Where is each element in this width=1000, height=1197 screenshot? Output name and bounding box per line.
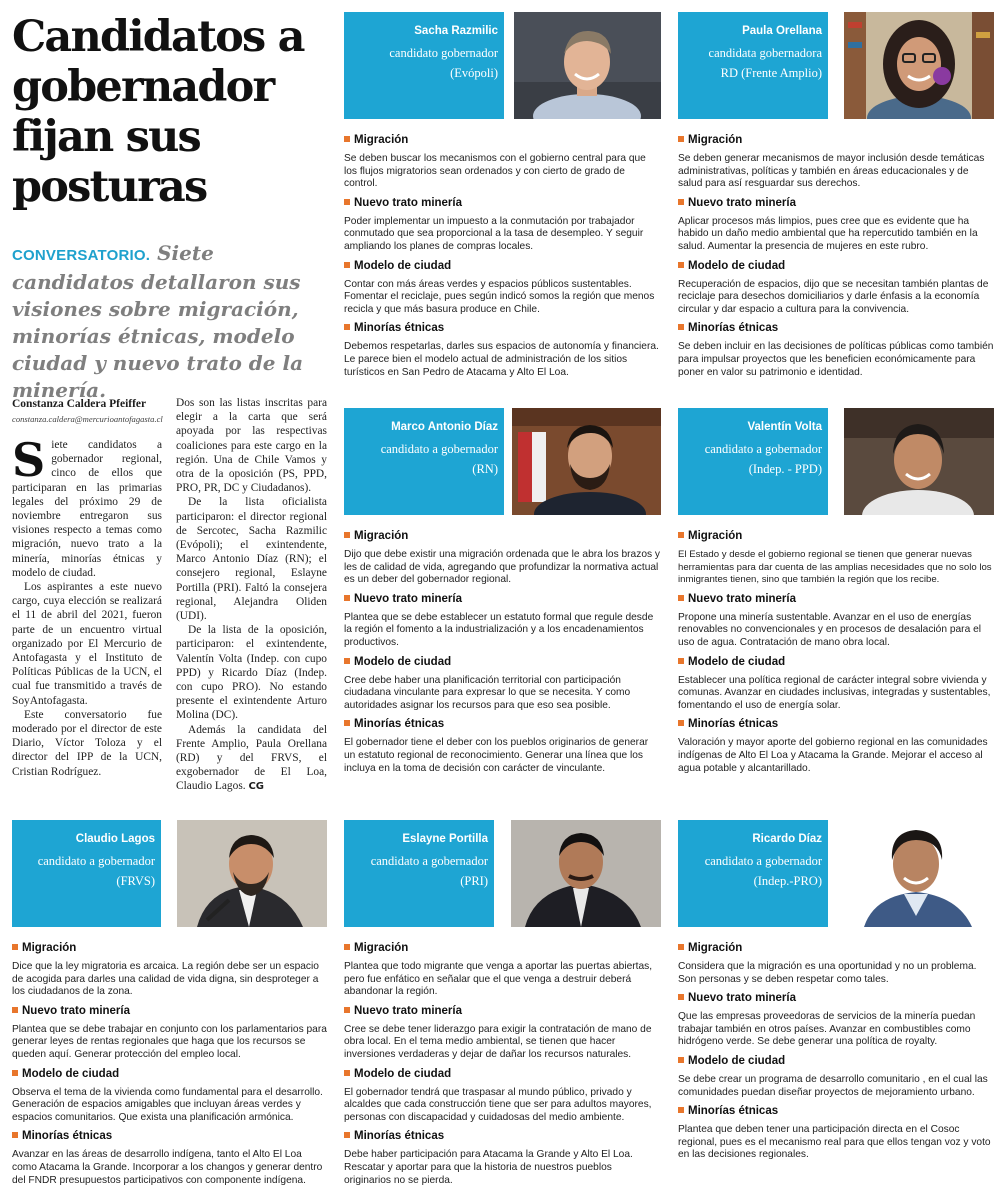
candidate-photo (844, 12, 994, 119)
candidate-header (12, 820, 161, 927)
body-column-1 (12, 433, 162, 779)
byline: Constanza Caldera Pfeiffer (12, 398, 147, 410)
section-text: Plantea que se debe establecer un estatuto formal que regule desde la región el fomento a la industrialización y a los encadenamientos productivos. (344, 611, 654, 648)
section-heading: Nuevo trato minería (344, 592, 661, 606)
section-text: Propone una minería sustentable. Avanzar en el uso de energías renovables no convencionales y en procesos de desalación para el uso de agua. Contratación de mano obra local. (678, 611, 981, 648)
section-text: Debemos respetarlas, darles sus espacios de autonomía y financiera. Le parece bien el modelo actual de administración de los sitios turísticos en San Pedro de Atacama y Alto El Loa. (344, 341, 659, 378)
bullet-icon (344, 532, 350, 538)
candidate-photo (844, 408, 994, 515)
candidate-party: (Evópoli) (450, 66, 498, 80)
bullet-icon (678, 994, 684, 1000)
bullet-icon (678, 262, 684, 268)
section-text: Poder implementar un impuesto a la conmutación por trabajador conmutado que sea proporcional a la tasa de desempleo. Y seguir ampliando los planes de compras locales. (344, 215, 644, 252)
bullet-icon (344, 136, 350, 142)
body-column-2 (176, 396, 327, 795)
body-paragraph: Siete candidatos a gobernador regional, cinco de ellos que participaran en las primarias legales del próximo 29 de noviembre entregaron sus visiones respecto a temas como migración, nuevo trato a la minería, minorías étnicas y modelo de ciudad. (12, 433, 162, 579)
bullet-icon (344, 944, 350, 950)
bullet-icon (12, 1132, 18, 1138)
bullet-icon (12, 1007, 18, 1013)
section-text: Aplicar procesos más limpios, pues cree que es evidente que ha habido un daño medio ambiental que ha repercutido también en la salud. Aumentar la presencia de mujeres en este rubro. (678, 215, 978, 252)
section-heading: Minorías étnicas (678, 1104, 995, 1118)
bullet-icon (344, 595, 350, 601)
section-heading: Migración (678, 941, 995, 955)
section-text: Considera que la migración es una oportunidad y no un problema. Son personas y se deben respetar como tales. (678, 961, 977, 985)
candidate-name: Marco Antonio Díaz (391, 421, 498, 433)
section-text: Se deben incluir en las decisiones de políticas públicas como también para impulsar proyectos que les beneficien económicamente para poner en valor su patrimonio e identidad. (678, 341, 994, 378)
section-heading: Nuevo trato minería (678, 991, 995, 1005)
candidate-party: (FRVS) (116, 874, 155, 888)
bullet-icon (678, 720, 684, 726)
kicker: CONVERSATORIO. (12, 247, 151, 264)
bullet-icon (12, 1070, 18, 1076)
section-heading: Nuevo trato minería (678, 592, 995, 606)
bullet-icon (678, 1107, 684, 1113)
candidate-party: RD (Frente Amplio) (720, 66, 822, 80)
section-text: Cree se debe tener liderazgo para exigir la contratación de mano de obra local. En el tema medio ambiental, se tienen que hacer inversiones verdaderas y dejar de dañar los recursos naturales. (344, 1023, 652, 1060)
lead-text: Siete candidatos detallaron sus visiones sobre migración, minorías étnicas, modelo ciudad y nuevo trato de la minería. (12, 241, 304, 402)
candidate-name: Claudio Lagos (75, 833, 155, 845)
bullet-icon (344, 1007, 350, 1013)
bullet-icon (678, 1057, 684, 1063)
bullet-icon (678, 658, 684, 664)
section-heading: Modelo de ciudad (344, 1067, 661, 1081)
bullet-icon (344, 1132, 350, 1138)
section-text: Plantea que deben tener una participación directa en el Cosoc regional, pues es el mecanismo real para que ellos tengan voz y voto en las decisiones regionales. (678, 1124, 991, 1161)
section-text: El Estado y desde el gobierno regional se tienen que generar nuevas herramientas para dar cuenta de las amplias necesidades que no solo los inmigrantes tienen, sino que también la región que los recibe. (678, 549, 992, 586)
candidate-header (678, 820, 828, 927)
section-text: Cree debe haber una planificación territorial con participación ciudadana vinculante para expresar lo que se necesita. Y como autoridades asignar los recursos para que eso sea posible. (344, 674, 631, 711)
section-text: El gobernador tiene el deber con los pueblos originarios de generar un estatuto regional de reconocimiento. Generar una línea que los incluya en la toma de decisión con carácter de vinculante. (344, 737, 649, 774)
section-heading: Minorías étnicas (678, 321, 995, 335)
end-mark: CG (248, 781, 265, 793)
candidate-photo (177, 820, 327, 927)
candidate-role: candidata gobernadora (708, 46, 822, 60)
section-text: Avanzar en las áreas de desarrollo indígena, tanto el Alto El Loa como Atacama la Grande. Incorporar a los changos y generar dentro del FNDR presupuestos participativos con componente indígena. (12, 1149, 323, 1186)
section-heading: Minorías étnicas (12, 1129, 329, 1143)
body-paragraph: De la lista oficialista participaron: el director regional de Sercotec, Sacha Razmilic (Evópoli); el exintendente, Marco Antonio Díaz (RN); el consejero regional, Eslayne Portilla (PRI). Faltó la consejera regional, Alejandra Oliden (UDI). (176, 496, 327, 623)
section-heading: Migración (678, 133, 995, 147)
candidate-party: (Indep.-PRO) (753, 874, 822, 888)
section-heading: Migración (678, 529, 995, 543)
bullet-icon (678, 532, 684, 538)
section-heading: Minorías étnicas (344, 321, 661, 335)
section-heading: Migración (344, 529, 661, 543)
candidate-role: candidato a gobernador (704, 854, 822, 868)
candidate-header (678, 12, 828, 119)
section-heading: Minorías étnicas (678, 717, 995, 731)
candidate-role: candidato a gobernador (370, 854, 488, 868)
bullet-icon (12, 944, 18, 950)
section-heading: Nuevo trato minería (678, 196, 995, 210)
bullet-icon (678, 324, 684, 330)
section-heading: Modelo de ciudad (678, 259, 995, 273)
section-heading: Modelo de ciudad (344, 259, 661, 273)
body-paragraph: Dos son las listas inscritas para elegir a la carta que será apoyada por las respectivas coaliciones para este cargo en la región. Una de Chile Vamos y otra de la oposición (PS, PPD, PRO, PR, DC y Ciudadanos). (176, 397, 327, 495)
candidate-photo (512, 408, 661, 515)
bullet-icon (344, 324, 350, 330)
section-text: Establecer una política regional de carácter integral sobre vivienda y comunas. Avanzar en ciudades inclusivas, integradas y sustentables, fomentando el uso de energía solar. (678, 674, 991, 711)
candidate-role: candidato a gobernador (380, 442, 498, 456)
section-heading: Migración (344, 133, 661, 147)
dropcap: S (12, 433, 46, 487)
candidate-role: candidato gobernador (389, 46, 498, 60)
body-paragraph: Además la candidata del Frente Amplio, Paula Orellana (RD) y del FRVS, el exgobernador de El Loa, Claudio Lagos. CG (176, 723, 327, 793)
section-text: Dijo que debe existir una migración ordenada que le abra los brazos y les de calidad de vida, agregando que profundizar la normativa actual es un deber del gobernador regional. (344, 549, 661, 586)
bullet-icon (344, 262, 350, 268)
candidate-photo (844, 820, 994, 927)
section-text: El gobernador tendrá que traspasar al mundo público, privado y alcaldes que cada construcción tiene que ser para adultos mayores, personas con discapacidad y cuidadosas del medio ambiente. (344, 1086, 652, 1123)
section-heading: Migración (12, 941, 329, 955)
bullet-icon (678, 595, 684, 601)
section-text: Contar con más áreas verdes y espacios públicos sustentables. Fomentar el reciclaje, pues según indicó somos la región que menos recicla y que más basura produce en Chile. (344, 278, 655, 315)
headline: Candidatos a gobernador fijan sus posturas (12, 12, 304, 212)
section-text: Debe haber participación para Atacama la Grande y Alto El Loa. Rescatar y aportar para que la historia de nuestros pueblos originarios no se pierda. (344, 1149, 633, 1186)
section-heading: Modelo de ciudad (678, 1054, 995, 1068)
candidate-header (344, 12, 504, 119)
section-text: Se deben generar mecanismos de mayor inclusión desde temáticas administrativas, políticas y también en áreas educacionales y de salud para así resguardar sus derechos. (678, 153, 985, 190)
bullet-icon (344, 199, 350, 205)
candidate-party: (PRI) (460, 874, 488, 888)
section-heading: Modelo de ciudad (344, 655, 661, 669)
lead-paragraph (12, 240, 330, 404)
candidate-name: Valentín Volta (747, 421, 822, 433)
section-heading: Minorías étnicas (344, 1129, 661, 1143)
section-text: Plantea que todo migrante que venga a aportar las puertas abiertas, pero fue enfático en señalar que el que venga a destruir deberá abandonar la región. (344, 961, 653, 998)
candidate-role: candidato a gobernador (704, 442, 822, 456)
section-heading: Migración (344, 941, 661, 955)
candidate-header (344, 408, 504, 515)
bullet-icon (678, 944, 684, 950)
section-heading: Minorías étnicas (344, 717, 661, 731)
bullet-icon (344, 1070, 350, 1076)
section-heading: Nuevo trato minería (344, 196, 661, 210)
bullet-icon (678, 199, 684, 205)
section-text: Se debe crear un programa de desarrollo comunitario , en el cual las comunidades puedan diseñar proyectos de mejoramiento urbano. (678, 1073, 988, 1098)
section-text: Se deben buscar los mecanismos con el gobierno central para que los flujos migratorios sean ordenados y con cierto de grado de control. (344, 153, 646, 190)
body-paragraph: Este conversatorio fue moderado por el director de este Diario, Víctor Toloza y el director del IPP de la UCN, Cristian Rodríguez. (12, 708, 162, 778)
body-paragraph: Los aspirantes a este nuevo cargo, cuya elección se realizará el 11 de abril del 2021, fueron parte de un encuentro virtual organizado por El Mercurio de Antofagasta y el Instituto de Políticas Públicas de la UCN, el cual fue transmitido a través de SoyAntofagasta. (12, 581, 162, 707)
candidate-name: Sacha Razmilic (414, 25, 498, 37)
bullet-icon (678, 136, 684, 142)
candidate-party: (RN) (472, 462, 498, 476)
section-text: Observa el tema de la vivienda como fundamental para el desarrollo. Generación de espacios amigables que incluyan áreas verdes y espacios comunitarios. Que exista una planificación armónica. (12, 1086, 323, 1123)
candidate-header (344, 820, 494, 927)
bullet-icon (344, 658, 350, 664)
candidate-photo (514, 12, 661, 119)
section-text: Valoración y mayor aporte del gobierno regional en las comunidades indígenas de Alto El Loa y Atacama la Grande. Mejorar el acceso al agua potable y alcantarillado. (678, 737, 988, 774)
section-heading: Nuevo trato minería (344, 1004, 661, 1018)
section-text: Recuperación de espacios, dijo que se necesitan también plantas de reciclaje para desechos domiciliarios y darle énfasis a la economía circular y dar espacio a cultura para la convivencia. (678, 278, 989, 315)
candidate-name: Eslayne Portilla (402, 833, 488, 845)
candidate-party: (Indep. - PPD) (748, 462, 822, 476)
section-heading: Modelo de ciudad (12, 1067, 329, 1081)
author-email[interactable]: constanza.caldera@mercurioantofagasta.cl (12, 414, 163, 424)
candidate-role: candidato a gobernador (37, 854, 155, 868)
section-text: Plantea que se debe trabajar en conjunto con los parlamentarios para generar leyes de rentas regionales que haga que los recursos se queden aquí. Generar protección del empleo local. (12, 1023, 327, 1060)
candidate-header (678, 408, 828, 515)
section-text: Dice que la ley migratoria es arcaica. La región debe ser un espacio de acogida para darles una calidad de vida digna, sin desproteger a los ciudadanos de la zona. (12, 961, 319, 998)
section-heading: Nuevo trato minería (12, 1004, 329, 1018)
candidate-name: Ricardo Díaz (752, 833, 822, 845)
body-paragraph: De la lista de la oposición, participaron: el exintendente, Valentín Volta (Indep. con cupo PPD) y Ricardo Díaz (Indep. con cupo PRO). No estando presente el exintendente Arturo Molina (DC). (176, 624, 327, 722)
candidate-photo (511, 820, 661, 927)
section-heading: Modelo de ciudad (678, 655, 995, 669)
bullet-icon (344, 720, 350, 726)
candidate-name: Paula Orellana (742, 25, 822, 37)
section-text: Que las empresas proveedoras de servicios de la minería puedan trabajar también en otros países. Avanzar en combustibles como hidrógeno verde. Se debe generar una política de royalty. (678, 1011, 976, 1048)
